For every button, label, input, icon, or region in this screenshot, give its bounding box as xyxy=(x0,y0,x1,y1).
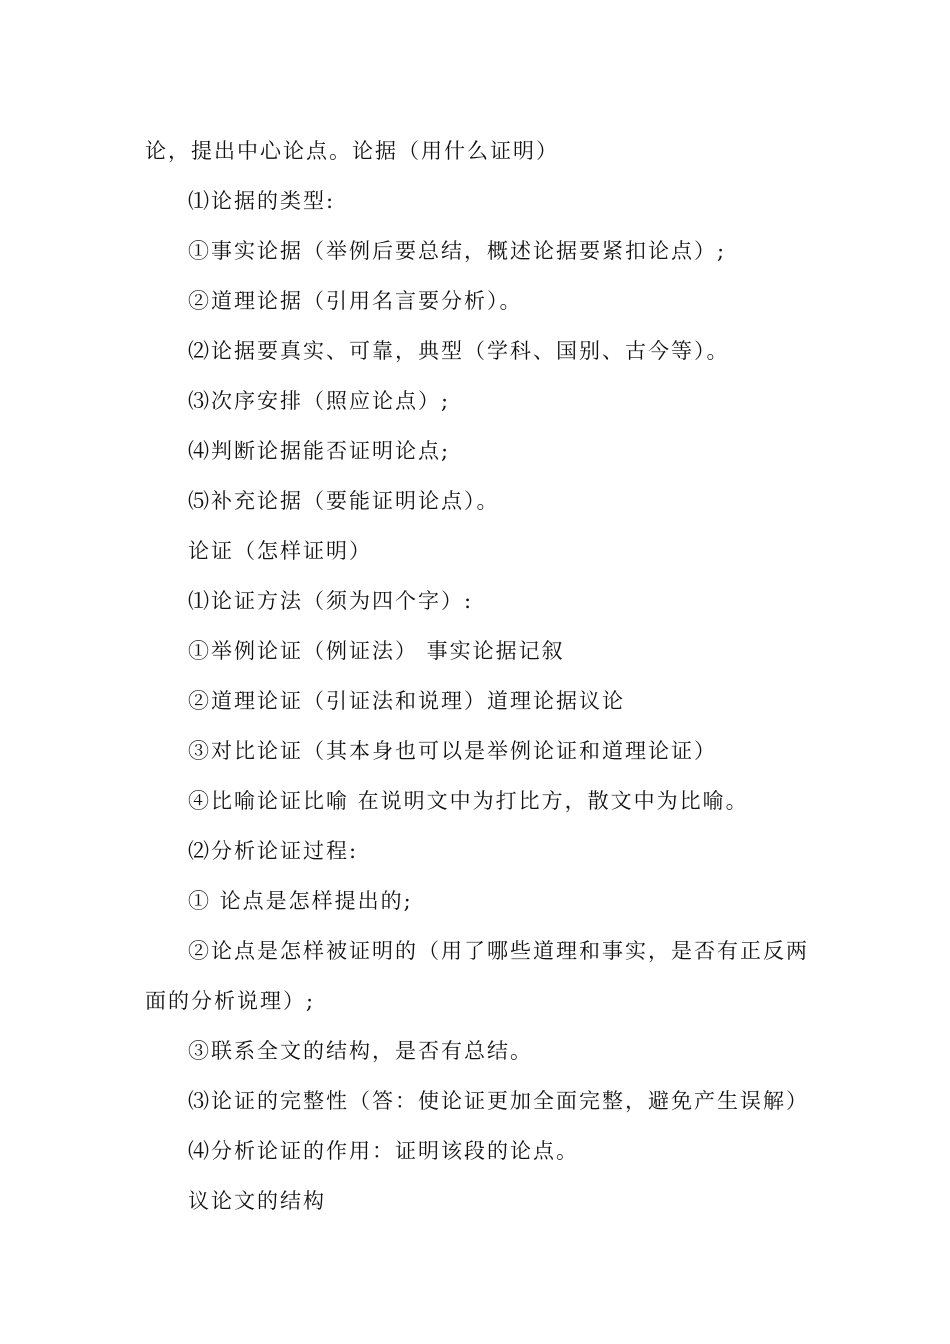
text-line-7: ⑷判断论据能否证明论点; xyxy=(188,439,451,463)
text-line-4: ②道理论据（引用名言要分析）。 xyxy=(188,289,523,313)
text-line-2: ⑴论据的类型: xyxy=(188,189,336,213)
text-line-1: 论，提出中心论点。论据（用什么证明） xyxy=(145,139,559,163)
section-heading-structure: 议论文的结构 xyxy=(188,1189,326,1213)
text-line-21: ⑷分析论证的作用：证明该段的论点。 xyxy=(188,1139,579,1163)
text-line-5: ⑵论据要真实、可靠，典型（学科、国别、古今等）。 xyxy=(188,339,730,363)
text-line-3: ①事实论据（举例后要总结，概述论据要紧扣论点）; xyxy=(188,239,727,263)
text-line-16: ① 论点是怎样提出的; xyxy=(188,889,413,913)
text-line-6: ⑶次序安排（照应论点）; xyxy=(188,389,451,413)
text-line-11: ①举例论证（例证法） 事实论据记叙 xyxy=(188,639,565,663)
text-line-10: ⑴论证方法（须为四个字）: xyxy=(188,589,474,613)
text-line-12: ②道理论证（引证法和说理）道理论据议论 xyxy=(188,689,625,713)
text-line-18: 面的分析说理）; xyxy=(145,989,316,1013)
text-line-20: ⑶论证的完整性（答：使论证更加全面完整，避免产生误解） xyxy=(188,1089,809,1113)
text-line-14: ④比喻论证比喻 在说明文中为打比方，散文中为比喻。 xyxy=(188,789,749,813)
text-line-19: ③联系全文的结构，是否有总结。 xyxy=(188,1039,533,1063)
text-line-17: ②论点是怎样被证明的（用了哪些道理和事实，是否有正反两 xyxy=(188,939,809,963)
text-line-13: ③对比论证（其本身也可以是举例论证和道理论证） xyxy=(188,739,717,763)
text-line-8: ⑸补充论据（要能证明论点）。 xyxy=(188,489,500,513)
text-line-15: ⑵分析论证过程: xyxy=(188,839,359,863)
section-heading-argumentation: 论证（怎样证明） xyxy=(188,539,372,563)
